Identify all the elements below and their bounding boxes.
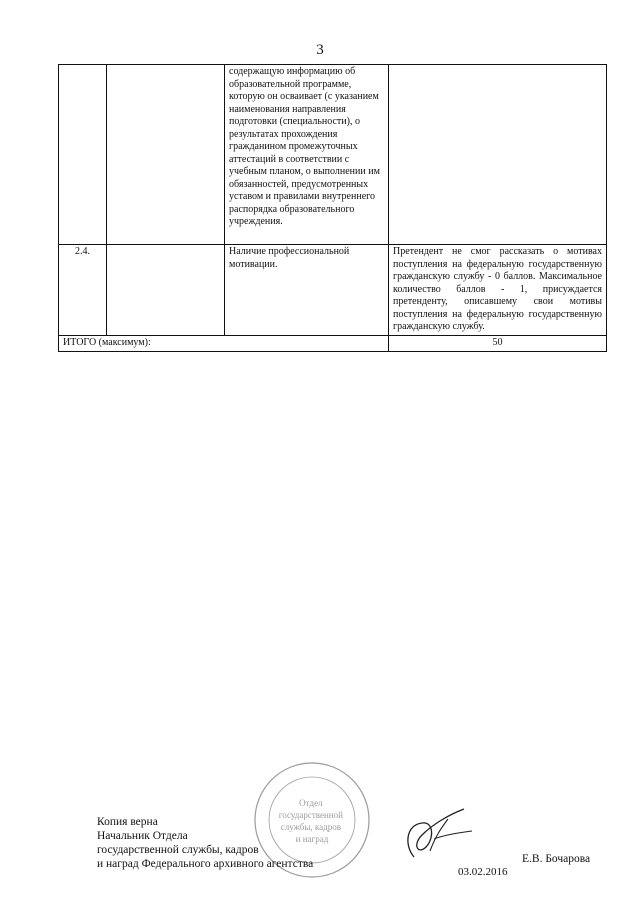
- stamp-text-line: и наград: [295, 834, 329, 844]
- page-number: 3: [316, 42, 324, 58]
- stamp-text-line: Отдел: [299, 798, 323, 808]
- certification-line: государственной службы, кадров: [97, 844, 259, 856]
- row-number-cell: 2.4.: [59, 245, 107, 336]
- table-row-2-4: [59, 245, 607, 336]
- total-label: ИТОГО (максимум):: [59, 335, 389, 351]
- handwritten-signature: [400, 805, 480, 867]
- row-number-cell: [59, 65, 107, 245]
- empty-cell: [107, 245, 225, 336]
- stamp-text-line: службы, кадров: [280, 822, 341, 832]
- criterion-cell: содержащую информацию об образовательной программе, которую он осваивает (с указанием наименования направления подготовки (специальности), о результатах прохождения гражданином промежуточных аттестаций в соответствии с учебным планом, о выполнении им обязанностей, предусмотренных уставом и правилами внутреннего распорядка образовательного учреждения.: [225, 65, 389, 245]
- certification-line: и наград Федерального архивного агентства: [97, 858, 314, 870]
- criterion-cell: Наличие профессиональной мотивации.: [225, 245, 389, 336]
- empty-cell: [107, 65, 225, 245]
- scoring-cell: [389, 65, 607, 245]
- criteria-table: [58, 64, 607, 352]
- scoring-cell: Претендент не смог рассказать о мотивах поступления на федеральную государственную гражданскую службу - 0 баллов. Максимальное количество баллов - 1, присуждается претенденту, описавшему свои мотивы поступления на федеральную государственную гражданскую службу.: [389, 245, 607, 336]
- total-value: 50: [389, 335, 607, 351]
- certification-block: [97, 815, 313, 871]
- table-row-total: [59, 335, 607, 351]
- signer-name: Е.В. Бочарова: [522, 853, 591, 865]
- table-row-continuation: [59, 65, 607, 245]
- certification-line: Копия верна: [97, 816, 158, 828]
- stamp-text-line: государственной: [278, 810, 343, 820]
- certification-line: Начальник Отдела: [97, 830, 188, 842]
- signature-date: 03.02.2016: [458, 866, 508, 878]
